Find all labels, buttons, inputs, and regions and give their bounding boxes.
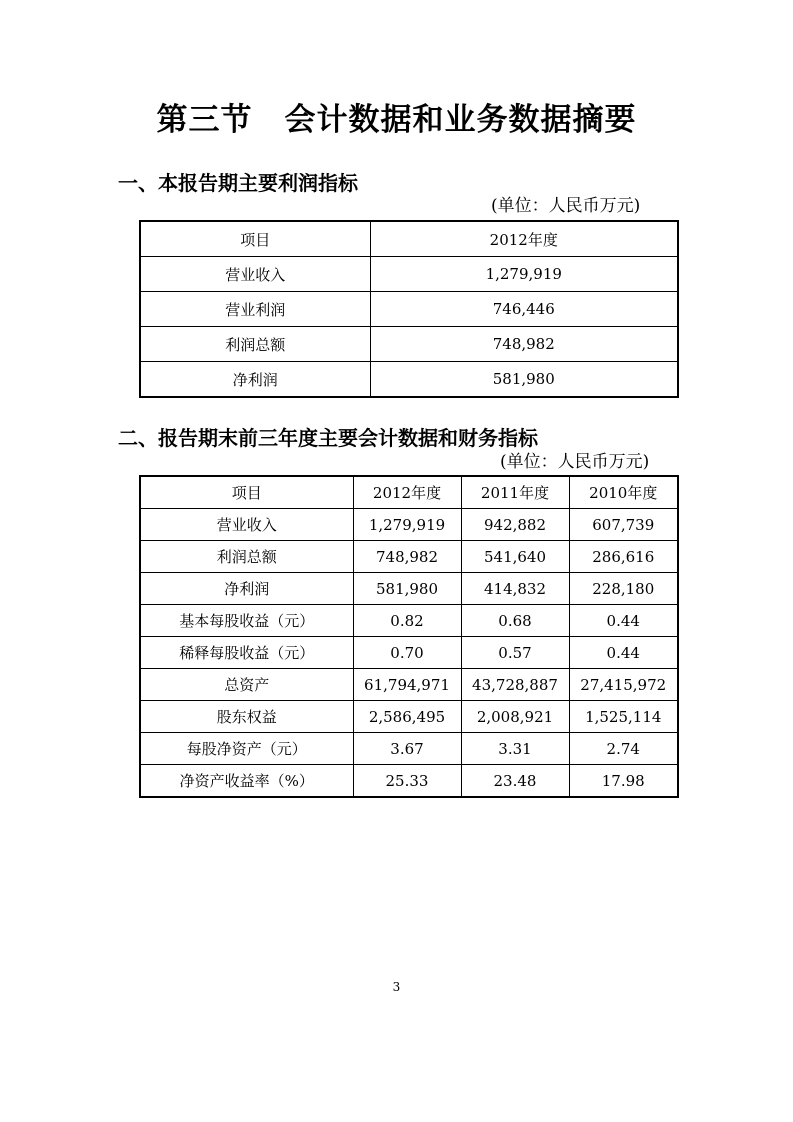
row-label: 利润总额 xyxy=(140,327,370,362)
row-label: 每股净资产（元） xyxy=(140,733,353,765)
cell-value: 748,982 xyxy=(353,541,461,573)
table-row xyxy=(140,327,678,362)
cell-value: 2,586,495 xyxy=(353,701,461,733)
column-header: 2011年度 xyxy=(461,476,569,509)
column-header: 项目 xyxy=(140,476,353,509)
column-header: 2012年度 xyxy=(370,221,678,257)
page-title: 第三节 会计数据和业务数据摘要 xyxy=(156,102,637,138)
cell-value: 61,794,971 xyxy=(353,669,461,701)
profit-indicators-table xyxy=(139,220,679,398)
table-row xyxy=(140,637,678,669)
cell-value: 3.31 xyxy=(461,733,569,765)
cell-value: 1,279,919 xyxy=(370,257,678,292)
cell-value: 43,728,887 xyxy=(461,669,569,701)
cell-value: 286,616 xyxy=(569,541,678,573)
table-row xyxy=(140,292,678,327)
cell-value: 2.74 xyxy=(569,733,678,765)
cell-value: 27,415,972 xyxy=(569,669,678,701)
cell-value: 607,739 xyxy=(569,509,678,541)
row-label: 营业收入 xyxy=(140,257,370,292)
table-row xyxy=(140,669,678,701)
table-row xyxy=(140,701,678,733)
row-label: 营业利润 xyxy=(140,292,370,327)
table-header-row xyxy=(140,476,678,509)
cell-value: 17.98 xyxy=(569,765,678,798)
section-1-unit: (单位：人民币万元) xyxy=(491,196,641,216)
row-label: 净利润 xyxy=(140,573,353,605)
row-label: 净资产收益率（%） xyxy=(140,765,353,798)
cell-value: 0.70 xyxy=(353,637,461,669)
cell-value: 942,882 xyxy=(461,509,569,541)
cell-value: 581,980 xyxy=(370,362,678,398)
cell-value: 23.48 xyxy=(461,765,569,798)
column-header: 项目 xyxy=(140,221,370,257)
cell-value: 414,832 xyxy=(461,573,569,605)
cell-value: 3.67 xyxy=(353,733,461,765)
row-label: 净利润 xyxy=(140,362,370,398)
section-1-heading: 一、本报告期主要利润指标 xyxy=(118,171,358,195)
table-row xyxy=(140,605,678,637)
table-row xyxy=(140,509,678,541)
cell-value: 541,640 xyxy=(461,541,569,573)
table-row xyxy=(140,362,678,398)
table-header-row xyxy=(140,221,678,257)
cell-value: 746,446 xyxy=(370,292,678,327)
table-row xyxy=(140,573,678,605)
column-header: 2010年度 xyxy=(569,476,678,509)
cell-value: 0.44 xyxy=(569,637,678,669)
cell-value: 2,008,921 xyxy=(461,701,569,733)
cell-value: 0.68 xyxy=(461,605,569,637)
section-2-heading: 二、报告期末前三年度主要会计数据和财务指标 xyxy=(118,426,538,450)
cell-value: 0.44 xyxy=(569,605,678,637)
table-row xyxy=(140,257,678,292)
table-row xyxy=(140,733,678,765)
section-2-unit: (单位：人民币万元) xyxy=(500,452,650,472)
cell-value: 1,279,919 xyxy=(353,509,461,541)
page-number: 3 xyxy=(392,980,401,994)
table-row xyxy=(140,765,678,798)
cell-value: 228,180 xyxy=(569,573,678,605)
row-label: 营业收入 xyxy=(140,509,353,541)
table-row xyxy=(140,541,678,573)
row-label: 总资产 xyxy=(140,669,353,701)
cell-value: 0.57 xyxy=(461,637,569,669)
column-header: 2012年度 xyxy=(353,476,461,509)
cell-value: 0.82 xyxy=(353,605,461,637)
cell-value: 748,982 xyxy=(370,327,678,362)
cell-value: 25.33 xyxy=(353,765,461,798)
row-label: 利润总额 xyxy=(140,541,353,573)
financial-data-table xyxy=(139,475,679,798)
row-label: 基本每股收益（元） xyxy=(140,605,353,637)
row-label: 稀释每股收益（元） xyxy=(140,637,353,669)
cell-value: 581,980 xyxy=(353,573,461,605)
row-label: 股东权益 xyxy=(140,701,353,733)
cell-value: 1,525,114 xyxy=(569,701,678,733)
